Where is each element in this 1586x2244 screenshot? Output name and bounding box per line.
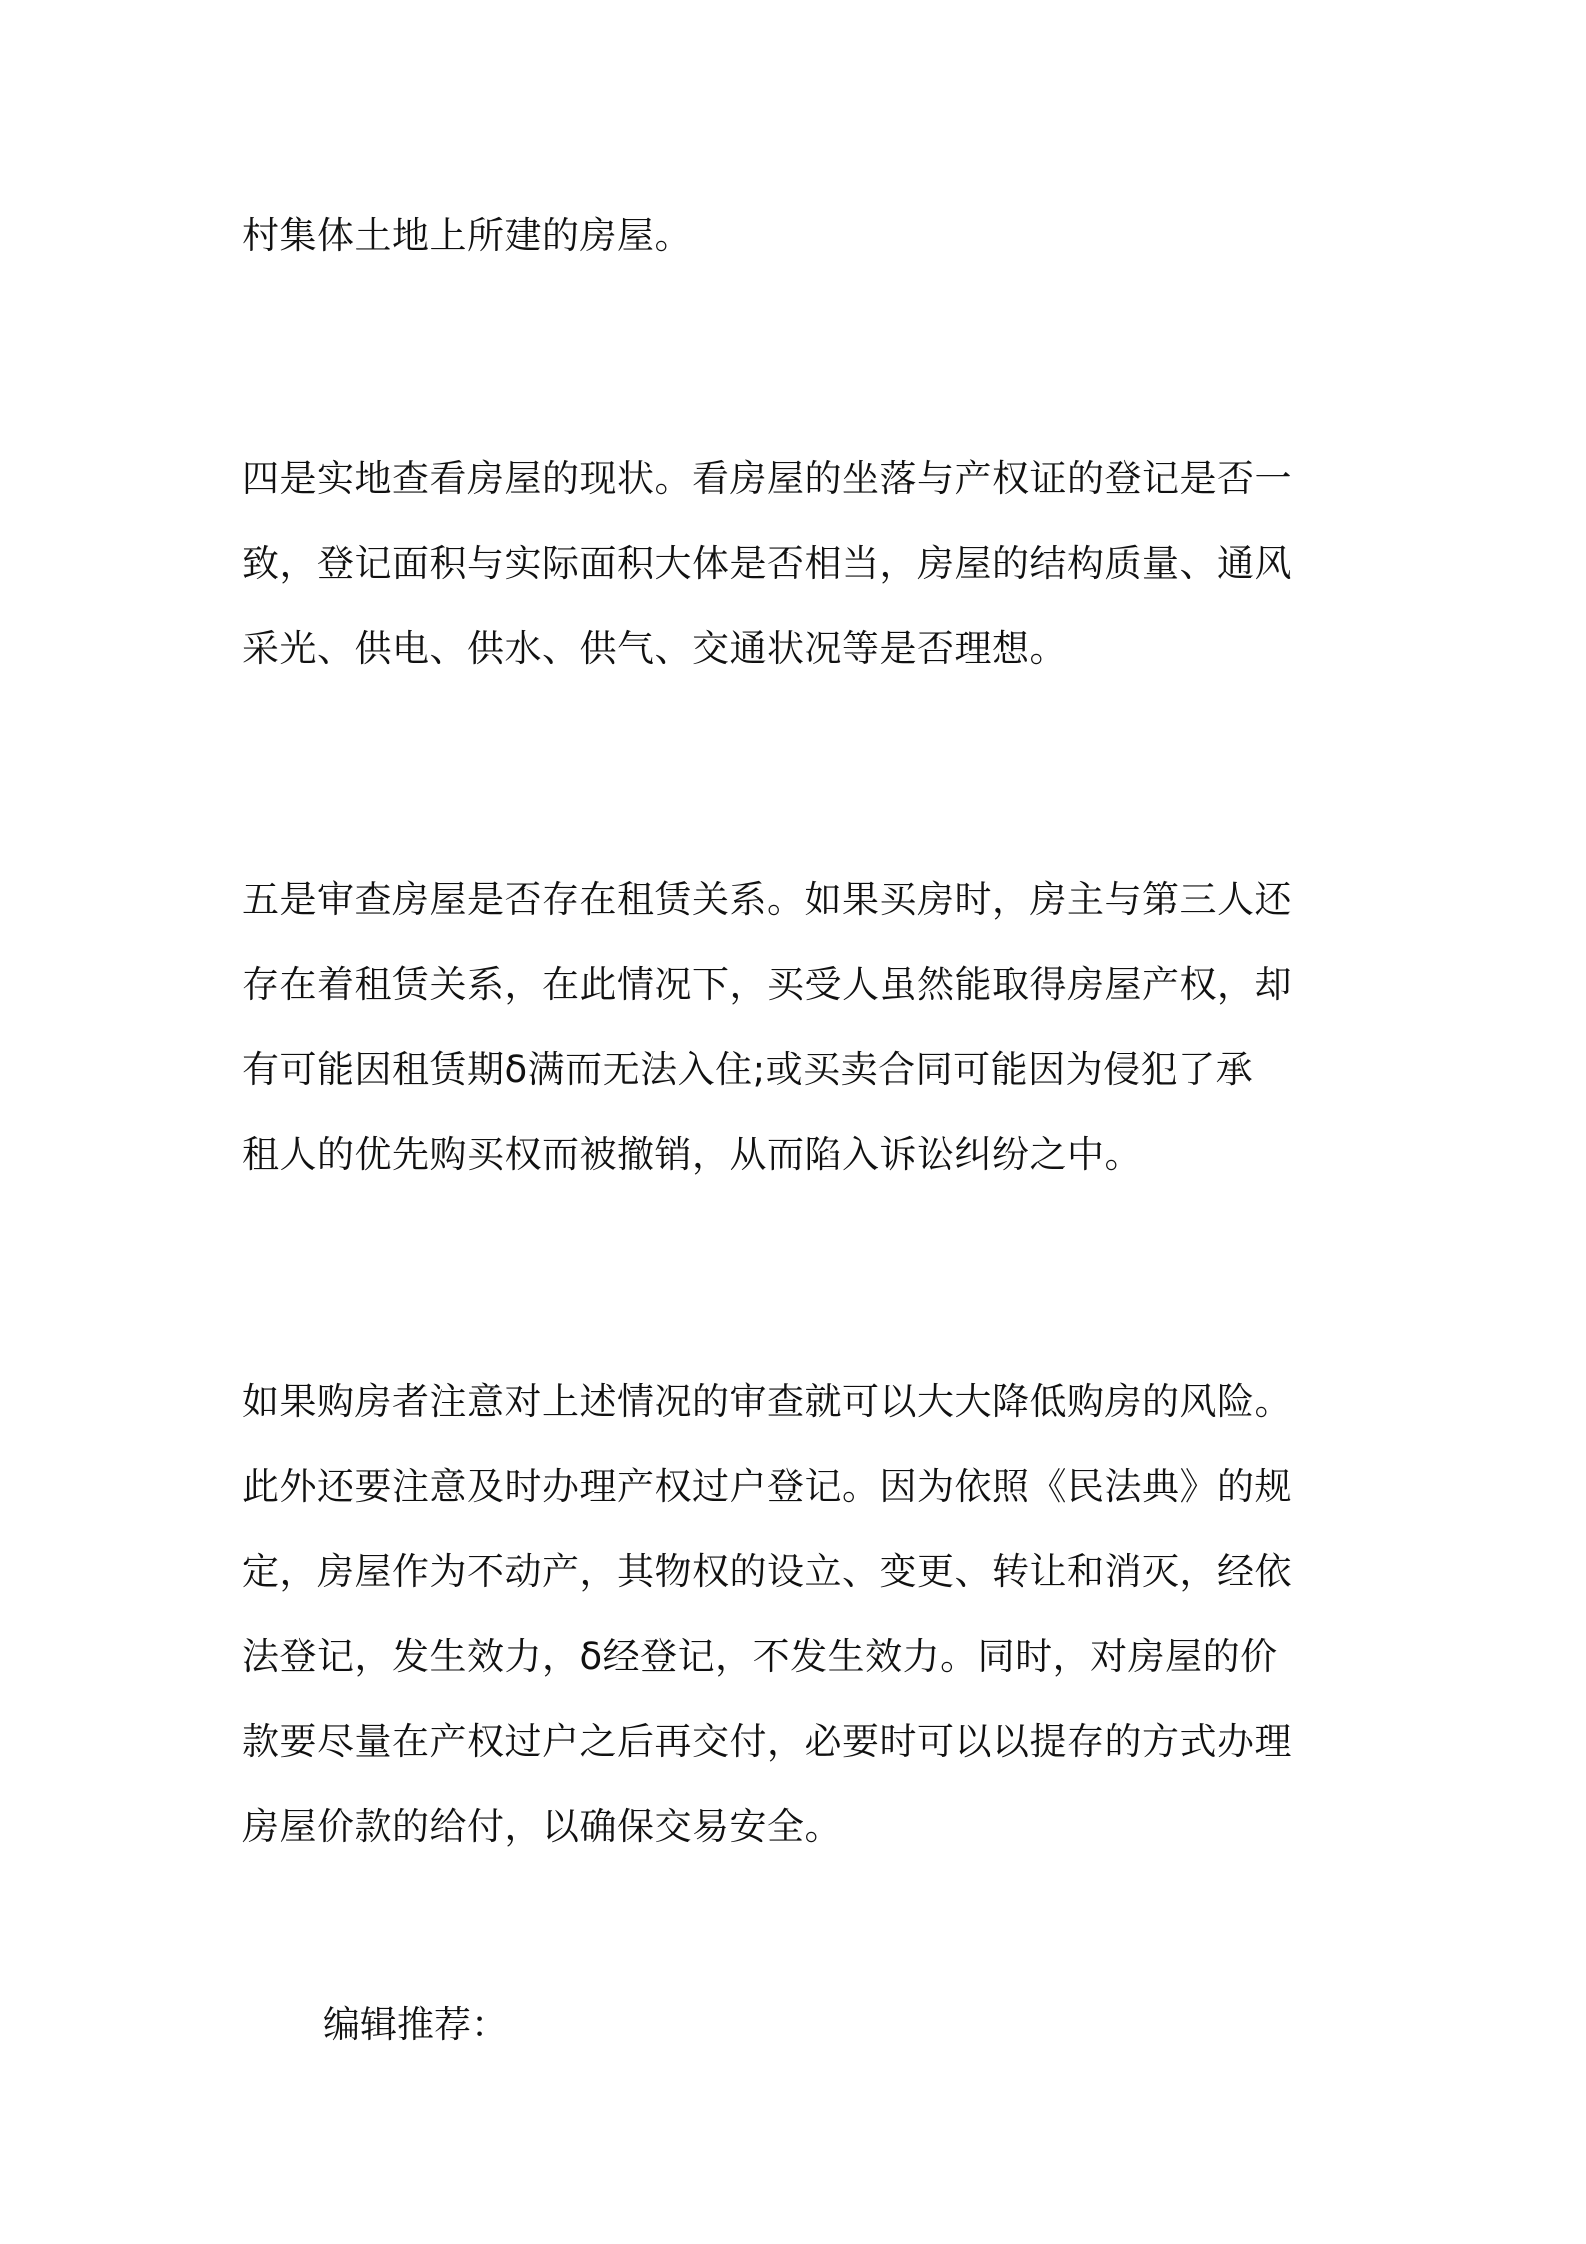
paragraph-3-line-2: 存在着租赁关系，在此情况下，买受人虽然能取得房屋产权，却 bbox=[242, 963, 1292, 1006]
paragraph-4-line-1: 如果购房者注意对上述情况的审查就可以大大降低购房的风险。 bbox=[242, 1380, 1292, 1423]
paragraph-3-line-4: 租人的优先购买权而被撤销，从而陷入诉讼纠纷之中。 bbox=[242, 1133, 1142, 1176]
paragraph-4-line-5: 款要尽量在产权过户之后再交付，必要时可以以提存的方式办理 bbox=[242, 1720, 1292, 1763]
paragraph-3-line-1: 五是审查房屋是否存在租赁关系。如果买房时，房主与第三人还 bbox=[242, 878, 1292, 921]
paragraph-3-line-3: 有可能因租赁期δ满而无法入住;或买卖合同可能因为侵犯了承 bbox=[242, 1048, 1254, 1091]
editor-recommend-label: 编辑推荐： bbox=[323, 2003, 508, 2046]
paragraph-2-line-3: 采光、供电、供水、供气、交通状况等是否理想。 bbox=[242, 627, 1067, 670]
paragraph-1-line-1: 村集体土地上所建的房屋。 bbox=[242, 214, 692, 257]
paragraph-2-line-1: 四是实地查看房屋的现状。看房屋的坐落与产权证的登记是否一 bbox=[242, 457, 1292, 500]
paragraph-2-line-2: 致，登记面积与实际面积大体是否相当，房屋的结构质量、通风 bbox=[242, 542, 1292, 585]
paragraph-4-line-3: 定，房屋作为不动产，其物权的设立、变更、转让和消灭，经依 bbox=[242, 1550, 1292, 1593]
paragraph-4-line-2: 此外还要注意及时办理产权过户登记。因为依照《民法典》的规 bbox=[242, 1465, 1292, 1508]
paragraph-4-line-6: 房屋价款的给付，以确保交易安全。 bbox=[242, 1805, 842, 1848]
paragraph-4-line-4: 法登记，发生效力，δ经登记，不发生效力。同时，对房屋的价 bbox=[242, 1635, 1278, 1678]
